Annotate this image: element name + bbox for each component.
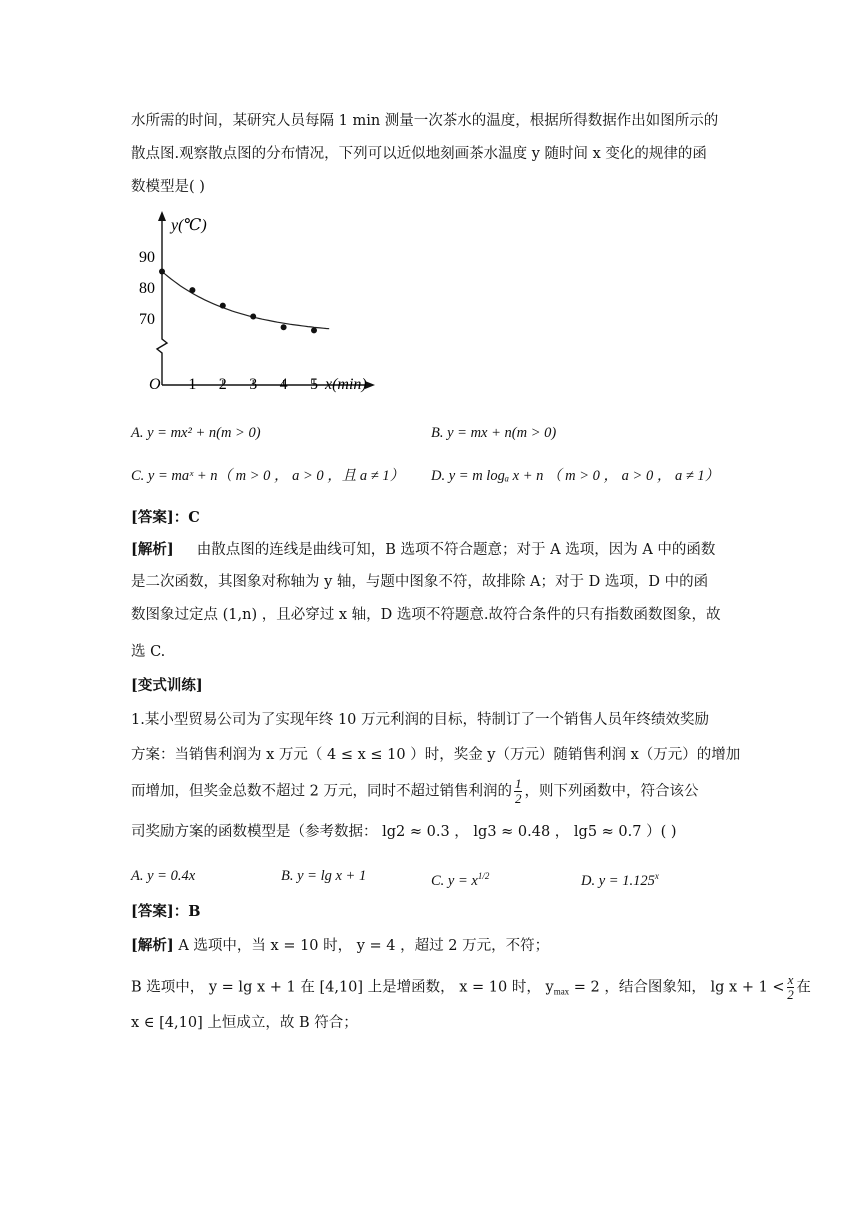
x-over-2-fraction <box>787 973 795 1002</box>
intro-line-1: 水所需的时间，某研究人员每隔 1 min 测量一次茶水的温度，根据所得数据作出如图所示的 <box>131 113 719 129</box>
y-tick-label: 90 <box>139 249 155 266</box>
variant-option-c <box>431 866 489 891</box>
analysis-text: 由散点图的连线是曲线可知，B 选项不符合题意；对于 A 选项，因为 A 中的函数 <box>196 542 716 558</box>
q1-analysis-line-4: 选 C. <box>131 644 166 660</box>
y-axis <box>157 219 167 385</box>
variant-line-4: 司奖励方案的函数模型是（参考数据： lg2 ≈ 0.3 ， lg3 ≈ 0.48 ， lg5 ≈ 0.7 ）( ) <box>131 824 677 840</box>
x-tick-label: 1 <box>188 376 197 393</box>
data-point <box>281 324 287 330</box>
variant-option-b: B. y = lg x + 1 <box>281 868 367 884</box>
variant-analysis-line-1 <box>131 936 549 956</box>
y-axis-label: y(℃) <box>171 217 207 234</box>
max-subscript: max <box>553 986 570 997</box>
x-tick-label: 4 <box>279 376 288 393</box>
intro-line-3: 数模型是( ) <box>131 179 205 195</box>
variant-title: [变式训练] <box>131 677 203 694</box>
x-tick-label: 3 <box>249 376 258 393</box>
variant-line-1: 1.某小型贸易公司为了实现年终 10 万元利润的目标，特制订了一个销售人员年终绩效奖励 <box>131 712 709 728</box>
option-c-exponent: 1/2 <box>477 871 490 881</box>
q1-option-d: D. y = m logₐ x + n （ m > 0 ， a > 0 ， a ≠ 1） <box>431 468 720 484</box>
analysis-text: A 选项中，当 x = 10 时， y = 4 ，超过 2 万元，不符； <box>173 938 550 954</box>
analysis-2b: = 2 ，结合图象知， lg x + 1 < <box>569 979 785 996</box>
q1-option-b: B. y = mx + n(m > 0) <box>431 425 557 441</box>
answer-label: [答案]： <box>131 903 189 920</box>
scatter-chart <box>131 205 381 400</box>
origin-label: O <box>149 376 161 393</box>
variant-option-d <box>581 866 659 891</box>
data-point <box>220 303 226 309</box>
y-tick-label: 80 <box>139 280 155 297</box>
x-tick-label: 5 <box>310 376 318 393</box>
q1-option-a: A. y = mx² + n(m > 0) <box>131 425 261 441</box>
analysis-2c: 在 <box>796 979 811 996</box>
x-axis-label: x(min) <box>325 376 367 393</box>
option-d-exponent: x <box>654 871 659 881</box>
analysis-label: [解析] <box>131 937 174 954</box>
variant-analysis-line-3: x ∈ [4,10] 上恒成立，故 B 符合； <box>131 1015 358 1031</box>
analysis-2a: B 选项中， y = lg x + 1 在 [4,10] 上是增函数， x = 10 时， y <box>131 979 554 996</box>
q1-analysis-line-2: 是二次函数，其图象对称轴为 y 轴，与题中图象不符，故排除 A；对于 D 选项，D 中的函 <box>131 574 709 590</box>
option-d-base: D. y = 1.125 <box>581 873 655 889</box>
variant-answer <box>131 902 201 922</box>
fraction-denominator: 2 <box>787 987 794 1002</box>
y-tick-label: 70 <box>139 311 155 328</box>
fraction-numerator: 1 <box>514 776 522 791</box>
variant-analysis-line-2 <box>131 973 811 1002</box>
fraction-numerator: x <box>787 972 794 987</box>
q1-option-c: C. y = maˣ + n（ m > 0 ， a > 0 ，且 a ≠ 1） <box>131 468 405 484</box>
variant-option-a: A. y = 0.4x <box>131 868 196 884</box>
data-point <box>311 327 317 333</box>
fraction-denominator: 2 <box>514 791 522 806</box>
q1-analysis-line-3: 数图象过定点 (1,n) ，且必穿过 x 轴，D 选项不符题意.故符合条件的只有指数函数图象，故 <box>131 607 721 623</box>
option-c-base: C. y = x <box>431 873 478 889</box>
variant-line-3-text: 而增加，但奖金总数不超过 2 万元，同时不超过销售利润的 <box>131 783 512 800</box>
answer-value: B <box>188 903 201 920</box>
variant-line-3 <box>131 777 698 806</box>
variant-line-2: 方案：当销售利润为 x 万元（ 4 ≤ x ≤ 10 ）时，奖金 y（万元）随销售利润 x（万元）的增加 <box>131 747 741 763</box>
analysis-label: [解析] <box>131 541 174 558</box>
answer-value: C <box>188 509 200 526</box>
variant-line-3-tail: ，则下列函数中，符合该公 <box>524 783 699 800</box>
q1-analysis-line-1 <box>131 540 715 560</box>
data-point <box>250 313 256 319</box>
data-point <box>159 269 165 275</box>
intro-line-2: 散点图.观察散点图的分布情况，下列可以近似地刻画茶水温度 y 随时间 x 变化的规律的函 <box>131 146 707 162</box>
trend-curve <box>162 272 329 329</box>
q1-answer <box>131 508 200 528</box>
data-point <box>189 287 195 293</box>
x-tick-label: 2 <box>218 376 227 393</box>
answer-label: [答案]： <box>131 509 189 526</box>
y-axis-arrow <box>158 211 166 221</box>
one-half-fraction <box>514 777 523 806</box>
